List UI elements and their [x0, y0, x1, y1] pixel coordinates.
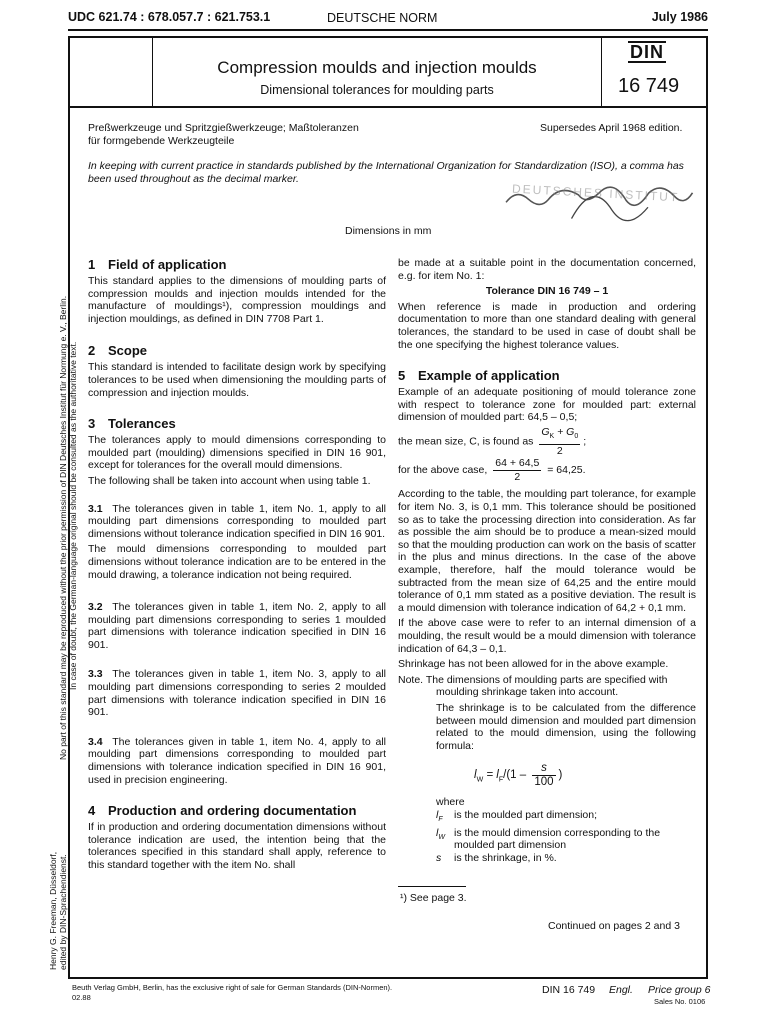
definition-symbol: $l_F$ — [436, 809, 443, 824]
definition-symbol: s — [436, 851, 442, 864]
right-frame — [706, 108, 708, 978]
din-logo: DIN — [630, 42, 664, 62]
section-4-continued: be made at a suitable point in the documentation concerned, e.g. for item No. 1: — [398, 257, 696, 282]
section-2-text: This standard is intended to facilitate design work by specifying tolerances to be used when dimensioning the moulding parts of compression and injection moulds. — [88, 361, 386, 399]
section-5-heading: 5 Example of application — [398, 368, 560, 384]
designation-example: Tolerance DIN 16 749 – 1 — [485, 285, 609, 298]
publisher-note: Beuth Verlag GmbH, Berlin, has the exclusive right of sale for German Standards (DIN-Normen). — [72, 983, 393, 992]
section-5-text-2: According to the table, the moulding part tolerance, for example for item No. 3, is 0,1 mm. This tolerance should be positioned so as to take the processing direction into consideration. As far as possible the aim should be to produce a mean-sized mould so that the moulding production can work on the basis of scatter in the plus and minus directions. In the case of the above example, therefore, half the mould tolerance would be subtracted from the mean size of 64,25 and the entire mould tolerance of 0,1 mm stated as a positive deviation. The result is a mould dimension with tolerance indication of 64,2 + 0,1 mm. — [398, 488, 696, 614]
definition-item — [436, 852, 696, 865]
definition-text: is the moulded part dimension; — [454, 809, 597, 822]
case-formula: for the above case, $\frac{64 + 64,5}{2}$ = 64,25. — [398, 457, 586, 483]
section-4-heading: 4 Production and ordering documentation — [88, 803, 357, 819]
document-subtitle: Dimensional tolerances for moulding parts — [260, 83, 494, 97]
udc-number: UDC 621.74 : 678.057.7 : 621.753.1 — [68, 10, 271, 24]
section-3-text: The tolerances apply to mould dimensions corresponding to moulded part (moulding) dimensions specified in DIN 16 901, except for tolerances for the overall mould dimensions. — [88, 434, 386, 472]
footnote-rule — [398, 886, 466, 887]
case-fraction: $\frac{64 + 64,5}{2}$ — [495, 457, 540, 483]
section-4-text: If in production and ordering documentation dimensions without tolerance indication are used, the intention being that the tolerances specified in this standard shall apply, reference to this standard together with the item No. shall — [88, 821, 386, 871]
german-title-line-1: Preßwerkzeuge und Spritzgießwerkzeuge; Maßtoleranzen — [88, 122, 359, 134]
supersedes-note: Supersedes April 1968 edition. — [540, 122, 683, 134]
definitions-list — [398, 809, 696, 864]
definition-symbol: $l_W$ — [436, 826, 445, 841]
german-title — [88, 122, 359, 148]
subsection-3-1-note: The mould dimensions corresponding to moulded part dimensions without tolerance indication are to be entered in the mould drawing, a tolerance indication not being required. — [88, 543, 386, 581]
translator-notice: Henry G. Freeman, Düsseldorf, — [48, 851, 58, 970]
din-number: 16 749 — [618, 75, 680, 97]
copyright-notice: No part of this standard may be reproduced without the prior permission of DIN Deutsches Institut für Normung e. V., Berlin. — [58, 295, 68, 760]
section-5-text: Example of an adequate positioning of mould tolerance zone with respect to tolerance zone for moulded part: external dimension of moulded part: 64,5 – 0,5; — [398, 386, 696, 424]
publication-code: 02.88 — [72, 993, 91, 1002]
subsection-3-1: 3.1 The tolerances given in table 1, item No. 1, apply to all moulding part dimensions corresponding to moulded part dimensions without tolerance indication specified in DIN 16 901. — [88, 502, 386, 540]
header-rule — [68, 29, 708, 31]
mean-size-formula: the mean size, C, is found as $\frac{G_K + G_0}{2}$ ; — [398, 425, 587, 457]
section-5-text-3: If the above case were to refer to an internal dimension of a moulding, the result would be a mould dimension with tolerance indication of 64,3 – 0,1. — [398, 617, 696, 655]
note-text: Note. The dimensions of moulding parts are specified with moulding shrinkage taken into account. — [398, 673, 668, 699]
din-block — [601, 38, 706, 106]
section-4-text-2: When reference is made in production and ordering documentation to more than one standard dealing with general tolerances, the standard to be used in case of doubt shall be the one specifying the highest tolerance values. — [398, 300, 696, 351]
definition-text: is the shrinkage, in %. — [454, 851, 557, 864]
subsection-3-4: 3.4 The tolerances given in table 1, item No. 4, apply to all moulding part dimensions corresponding to moulded part dimensions with tolerance indication specified in DIN 16 901, used in precision engineering. — [88, 735, 386, 786]
issue-date: July 1986 — [651, 10, 708, 24]
left-column — [88, 257, 386, 872]
subsection-3-3: 3.3 The tolerances given in table 1, item No. 3, apply to all moulding part dimensions corresponding to series 2 moulded part dimensions with tolerance indication specified in DIN 16 901. — [88, 668, 386, 719]
stamp-text: DEUTSCHES INSTITUT — [511, 181, 680, 205]
right-column — [398, 257, 696, 865]
mean-size-fraction: $\frac{G_K + G_0}{2}$ — [541, 425, 579, 457]
language-notice: In case of doubt, the German-language original should be consulted as the authoritative text. — [68, 341, 78, 690]
document-title: Compression moulds and injection moulds — [217, 58, 537, 77]
bottom-frame — [68, 977, 708, 979]
norm-label: DEUTSCHE NORM — [327, 11, 438, 25]
shrinkage-fraction: $\frac{s}{100}$ — [534, 762, 554, 788]
sales-number: Sales No. 0106 — [654, 997, 706, 1006]
german-title-line-2: für formgebende Werkzeugteile — [88, 135, 235, 147]
section-3-heading: 3 Tolerances — [88, 416, 176, 432]
definition-item — [436, 809, 696, 827]
definition-item — [436, 827, 696, 852]
price-group: Price group 6 — [648, 984, 711, 996]
dimensions-note: Dimensions in mm — [345, 225, 432, 237]
where-label: where — [436, 796, 465, 809]
shrinkage-formula: $l_W = l_F/(1$ – $\frac{s}{100}$ ) — [474, 762, 563, 788]
title-block-left-cell — [70, 38, 153, 106]
iso-note: In keeping with current practice in standards published by the International Organization for Standardization (ISO), a comma has been used throughout as the decimal marker. — [88, 160, 684, 185]
footnote: ¹) See page 3. — [400, 892, 467, 904]
footer-din-number: DIN 16 749 — [542, 984, 596, 996]
section-1-heading: 1 Field of application — [88, 257, 227, 272]
section-3-text-2: The following shall be taken into account when using table 1. — [88, 474, 371, 487]
shrinkage-note: Shrinkage has not been allowed for in the above example. — [398, 658, 669, 671]
definition-text: is the mould dimension corresponding to the moulded part dimension — [454, 826, 661, 852]
note-text-2: The shrinkage is to be calculated from the difference between mould dimension and moulded part dimension related to the mould dimension, using the following formula: — [436, 701, 696, 752]
section-2-heading: 2 Scope — [88, 343, 148, 359]
editor-notice: edited by DIN-Sprachendienst. — [58, 854, 68, 970]
section-1-text: This standard applies to the dimensions of moulding parts of compression moulds and injection moulds intended for the manufacture of mouldings¹), compression mouldings and injection mouldings, as defined in DIN 7708 Part 1. — [88, 275, 386, 325]
title-block — [68, 36, 708, 108]
subsection-3-2: 3.2 The tolerances given in table 1, item No. 2, apply to all moulding part dimensions corresponding to series 1 moulded part dimensions with tolerance indication specified in DIN 16 901. — [88, 601, 386, 651]
footer-language: Engl. — [609, 984, 633, 996]
continued-note: Continued on pages 2 and 3 — [548, 920, 680, 932]
